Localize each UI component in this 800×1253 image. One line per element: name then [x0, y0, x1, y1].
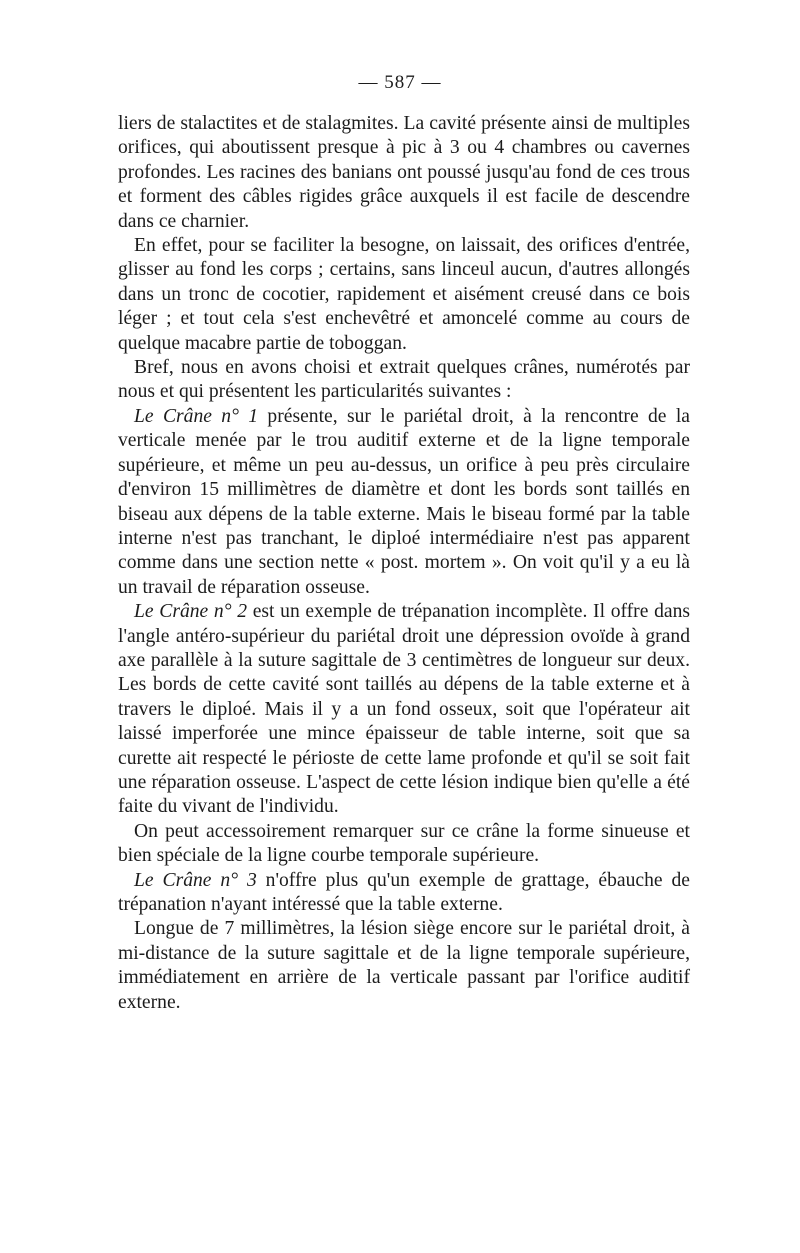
paragraph-skull-2 — [118, 600, 690, 820]
paragraph-text: liers de stalactites et de stalagmites. La cavité présente ainsi de multiples orifices, qui aboutissent presque à pic à 3 ou 4 chambres ou cavernes profondes. Les racines des banians ont poussé jusqu'au fond de ces trous et forment des câbles rigides grâce auxquels il est facile de descendre dans ce charnier. — [118, 113, 690, 232]
paragraph-text: présente, sur le pariétal droit, à la rencontre de la verticale menée par le trou auditif externe et de la ligne temporale supérieure, et même un peu au-dessus, un orifice à peu près circulaire d'environ 15 millimètres de diamètre et dont les bords sont taillés en biseau aux dépens de la table externe. Mais le biseau formé par la table interne n'est pas tranchant, le diploé intermédiaire n'est pas apparent comme dans une section nette « post. mortem ». On voit qu'il y a eu là un travail de réparation osseuse. — [118, 405, 690, 598]
paragraph-text: n'offre plus qu'un exemple de grattage, ébauche de trépanation n'ayant intéressé que la table externe. — [118, 869, 690, 915]
paragraph-text: Bref, nous en avons choisi et extrait quelques crânes, numérotés par nous et qui présentent les particularités suivantes : — [118, 357, 690, 403]
body-text — [118, 112, 690, 1015]
paragraph-skull-3 — [118, 869, 690, 918]
paragraph-skull-1 — [118, 405, 690, 600]
specimen-label-skull-2: Le Crâne n° 2 — [134, 601, 248, 623]
paragraph-temporal-line — [118, 820, 690, 869]
paragraph-text: On peut accessoirement remarquer sur ce crâne la forme sinueuse et bien spéciale de la ligne courbe temporale supérieure. — [118, 820, 690, 867]
paragraph-text: En effet, pour se faciliter la besogne, on laissait, des orifices d'entrée, glisser au fond les corps ; certains, sans linceul aucun, d'autres allongés dans un tronc de cocotier, rapidement et aisément creusé dans ce bois léger ; et tout cela s'est enchevêtré et amoncelé comme au cours de quelque macabre partie de toboggan. — [118, 235, 690, 354]
paragraph-skull-selection — [118, 356, 690, 405]
paragraph-text: est un exemple de trépanation incomplète. Il offre dans l'angle antéro-supérieur du pariétal droit une dépression ovoïde à grand axe parallèle à la suture sagittale de 3 centimètres de longueur sur deux. Les bords de cette cavité sont taillés au dépens de la table externe et à travers le diploé. Mais il y a un fond osseux, soit que l'opérateur ait laissé imperforée une mince épaisseur de table interne, soit que sa curette ait respecté le périoste de cette lame profonde et qu'il se soit fait une réparation osseuse. L'aspect de cette lésion indique bien qu'elle a été faite du vivant de l'individu. — [118, 601, 690, 818]
page-number: — 587 — — [358, 72, 442, 93]
specimen-label-skull-3: Le Crâne n° 3 — [134, 869, 257, 891]
paragraph-body-disposal — [118, 234, 690, 356]
paragraph-text: Longue de 7 millimètres, la lésion siège encore sur le pariétal droit, à mi-distance de la suture sagittale et de la ligne temporale supérieure, immédiatement en arrière de la verticale passant par l'orifice auditif externe. — [118, 918, 690, 1013]
paragraph-lesion-detail — [118, 917, 690, 1015]
paragraph-cave-description — [118, 112, 690, 234]
specimen-label-skull-1: Le Crâne n° 1 — [134, 405, 259, 427]
